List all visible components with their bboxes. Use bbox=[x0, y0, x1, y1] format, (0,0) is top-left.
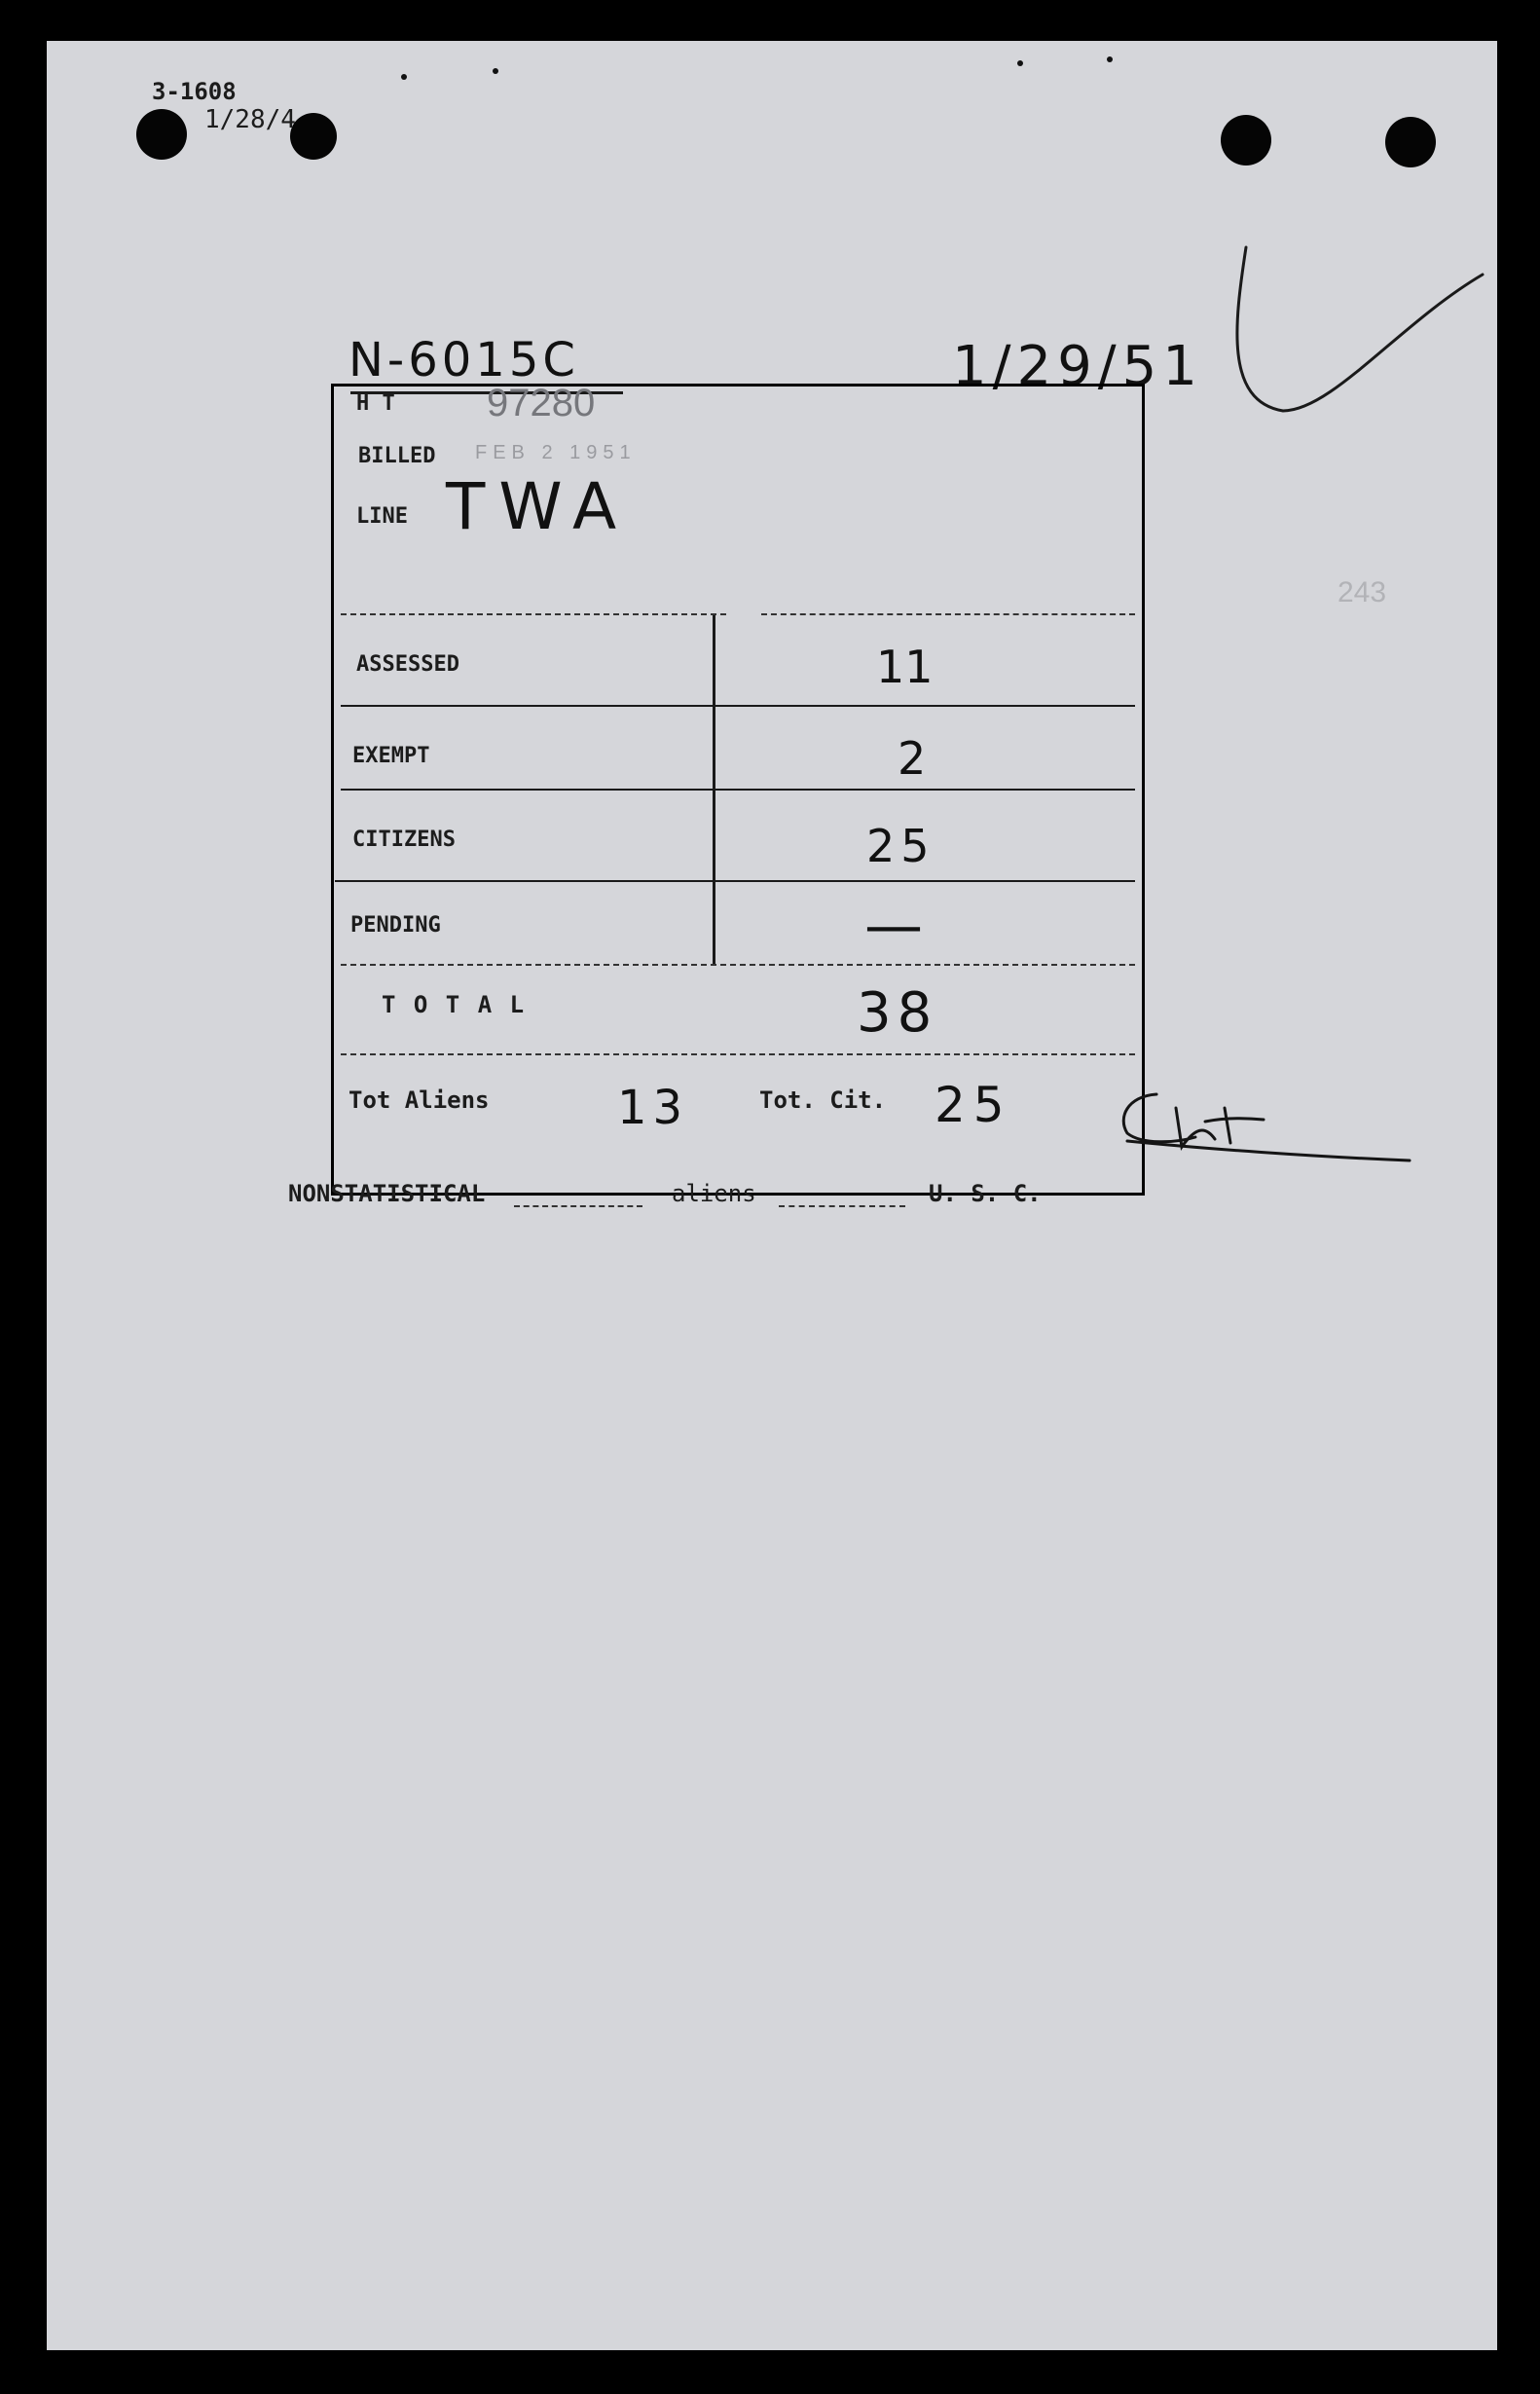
billed-label: BILLED bbox=[358, 444, 436, 468]
initials-signature bbox=[1088, 1079, 1419, 1176]
row-value-citizens: 25 bbox=[866, 820, 935, 872]
punch-hole-right-1 bbox=[1221, 115, 1271, 166]
row-divider bbox=[341, 705, 1135, 707]
form-number: 3-1608 bbox=[152, 78, 237, 105]
ht-label: H T bbox=[356, 391, 395, 416]
column-divider bbox=[713, 615, 715, 966]
row-label-assessed: ASSESSED bbox=[356, 652, 459, 677]
margin-number: 243 bbox=[1338, 576, 1387, 608]
row-divider bbox=[335, 880, 1135, 882]
row-divider bbox=[341, 789, 1135, 791]
flight-number: N-6015C bbox=[348, 333, 579, 387]
punch-hole-right-2 bbox=[1385, 117, 1436, 167]
initials-text: Ct bbox=[1205, 1160, 1216, 1171]
punch-hole-left-2 bbox=[290, 113, 337, 160]
row-label-pending: PENDING bbox=[350, 913, 441, 938]
document-sheet bbox=[47, 41, 1497, 2350]
row-value-assessed: 11 bbox=[876, 641, 934, 693]
tot-aliens-value: 13 bbox=[617, 1081, 689, 1135]
row-label-citizens: CITIZENS bbox=[352, 828, 456, 852]
row-value-pending: — bbox=[864, 892, 933, 960]
row-divider bbox=[341, 964, 1135, 966]
row-divider bbox=[341, 613, 726, 615]
usc-label: U. S. C. bbox=[929, 1180, 1042, 1207]
tot-cit-value: 25 bbox=[935, 1077, 1012, 1133]
punch-hole-left bbox=[136, 109, 187, 160]
speck bbox=[1107, 56, 1113, 62]
tot-aliens-label: Tot Aliens bbox=[348, 1087, 490, 1114]
row-value-exempt: 2 bbox=[898, 732, 927, 785]
aliens-blank bbox=[779, 1205, 905, 1207]
row-label-exempt: EXEMPT bbox=[352, 744, 430, 768]
line-label: LINE bbox=[356, 504, 408, 529]
total-label: T O T A L bbox=[382, 991, 527, 1018]
check-mark-icon bbox=[1215, 206, 1487, 430]
aliens-label: aliens bbox=[672, 1180, 756, 1207]
form-date: 1/28/4 bbox=[204, 105, 296, 134]
total-value: 38 bbox=[857, 981, 938, 1045]
nonstatistical-blank bbox=[514, 1205, 642, 1207]
tot-cit-label: Tot. Cit. bbox=[759, 1087, 887, 1114]
nonstatistical-label: NONSTATISTICAL bbox=[288, 1180, 486, 1207]
header-date: 1/29/51 bbox=[952, 335, 1203, 398]
speck bbox=[1017, 60, 1023, 66]
line-value: TWA bbox=[446, 469, 631, 544]
speck bbox=[493, 68, 498, 74]
ht-number: 97280 bbox=[487, 382, 596, 424]
speck bbox=[401, 74, 407, 80]
row-divider bbox=[761, 613, 1135, 615]
billed-stamp: FEB 2 1951 bbox=[475, 442, 637, 463]
row-divider bbox=[341, 1053, 1135, 1055]
